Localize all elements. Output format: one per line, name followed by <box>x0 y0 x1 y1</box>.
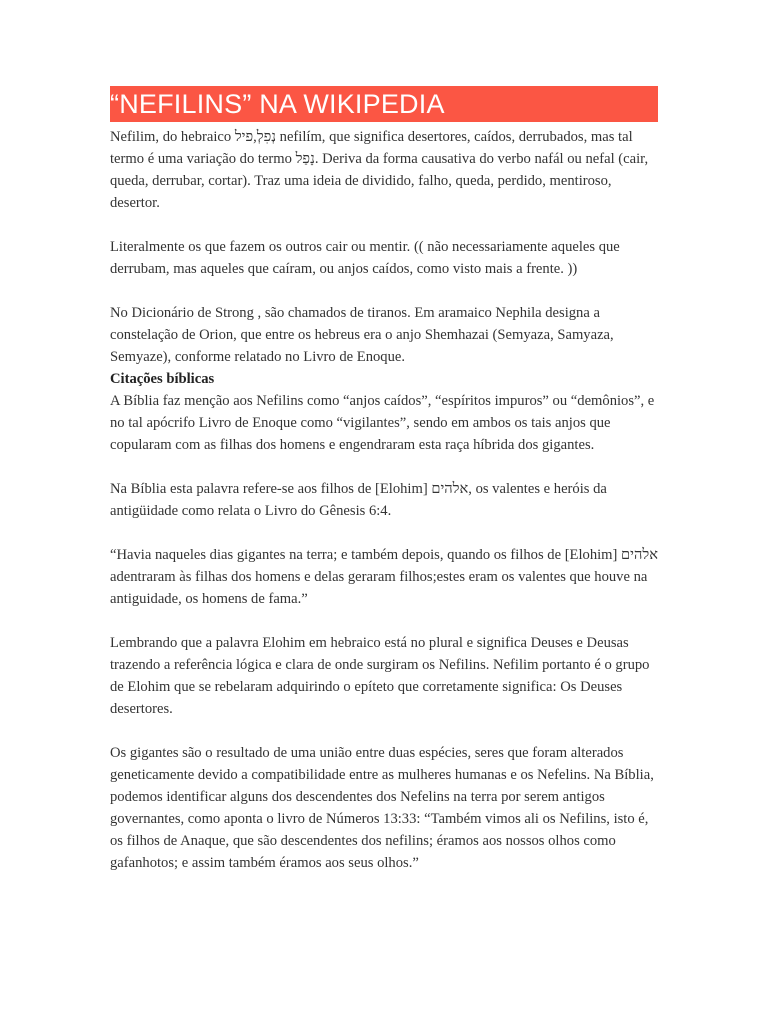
paragraph-etymology: Nefilim, do hebraico נְפִלְ,פיל nefilím, que significa desertores, caídos, derrubados, mas tal termo é uma variação do termo נָפַל. Deriva da forma causativa do verbo nafál ou nefal (cair, queda, derrubar, cortar). Traz uma ideia de dividido, falho, queda, perdido, mentiroso, desertor. <box>110 129 649 211</box>
paragraph-giants: Os gigantes são o resultado de uma união entre duas espécies, seres que foram alterados geneticamente devido a compatibilidade entre as mulheres humanas e os Nefelins. Na Bíblia, podemos identificar alguns dos descendentes dos Nefelins na terra por serem antigos governantes, como aponta o livro de Números 13:33: “Também vimos ali os Nefilins, isto é, os filhos de Anaque, que são descendentes dos nefilins; éramos aos nossos olhos como gafanhotos; e assim também éramos aos seus olhos.” <box>110 745 654 871</box>
section-heading-biblical-citations: Citações bíblicas <box>110 371 215 387</box>
paragraph-strong-dictionary: No Dicionário de Strong , são chamados de tiranos. Em aramaico Nephila designa a constelação de Orion, que entre os hebreus era o anjo Shemhazai (Semyaza, Samyaza, Semyaze), conforme relatado no Livro de Enoque. <box>110 305 614 365</box>
document-page <box>110 86 658 874</box>
paragraph-gap <box>110 456 658 478</box>
paragraph-gap <box>110 610 658 632</box>
paragraph-gap <box>110 280 658 302</box>
title-banner <box>110 86 658 122</box>
page-title: “NEFILINS” NA WIKIPEDIA <box>110 89 445 119</box>
paragraph-bible-mentions: A Bíblia faz menção aos Nefilins como “anjos caídos”, “espíritos impuros” ou “demônios”, e no tal apócrifo Livro de Enoque como “vigilantes”, sendo em ambos os tais anjos que copularam com as filhas dos homens e engendraram esta raça híbrida dos gigantes. <box>110 393 655 453</box>
article-body <box>110 126 658 874</box>
paragraph-genesis-quote: “Havia naqueles dias gigantes na terra; e também depois, quando os filhos de [Elohim] אלהים adentraram às filhas dos homens e delas geraram filhos;estes eram os valentes que houve na antiguidade, os homens de fama.” <box>110 547 658 607</box>
paragraph-elohim-plural: Lembrando que a palavra Elohim em hebraico está no plural e significa Deuses e Deusas trazendo a referência lógica e clara de onde surgiram os Nefilins. Nefilim portanto é o grupo de Elohim que se rebelaram adquirindo o epíteto que corretamente significa: Os Deuses desertores. <box>110 635 650 717</box>
paragraph-gap <box>110 522 658 544</box>
paragraph-elohim-sons: Na Bíblia esta palavra refere-se aos filhos de [Elohim] אלהים, os valentes e heróis da antigüidade como relata o Livro do Gênesis 6:4. <box>110 481 607 519</box>
paragraph-gap <box>110 214 658 236</box>
paragraph-gap <box>110 720 658 742</box>
paragraph-literal-meaning: Literalmente os que fazem os outros cair ou mentir. (( não necessariamente aqueles que derrubam, mas aqueles que caíram, ou anjos caídos, como visto mais a frente. )) <box>110 239 620 277</box>
